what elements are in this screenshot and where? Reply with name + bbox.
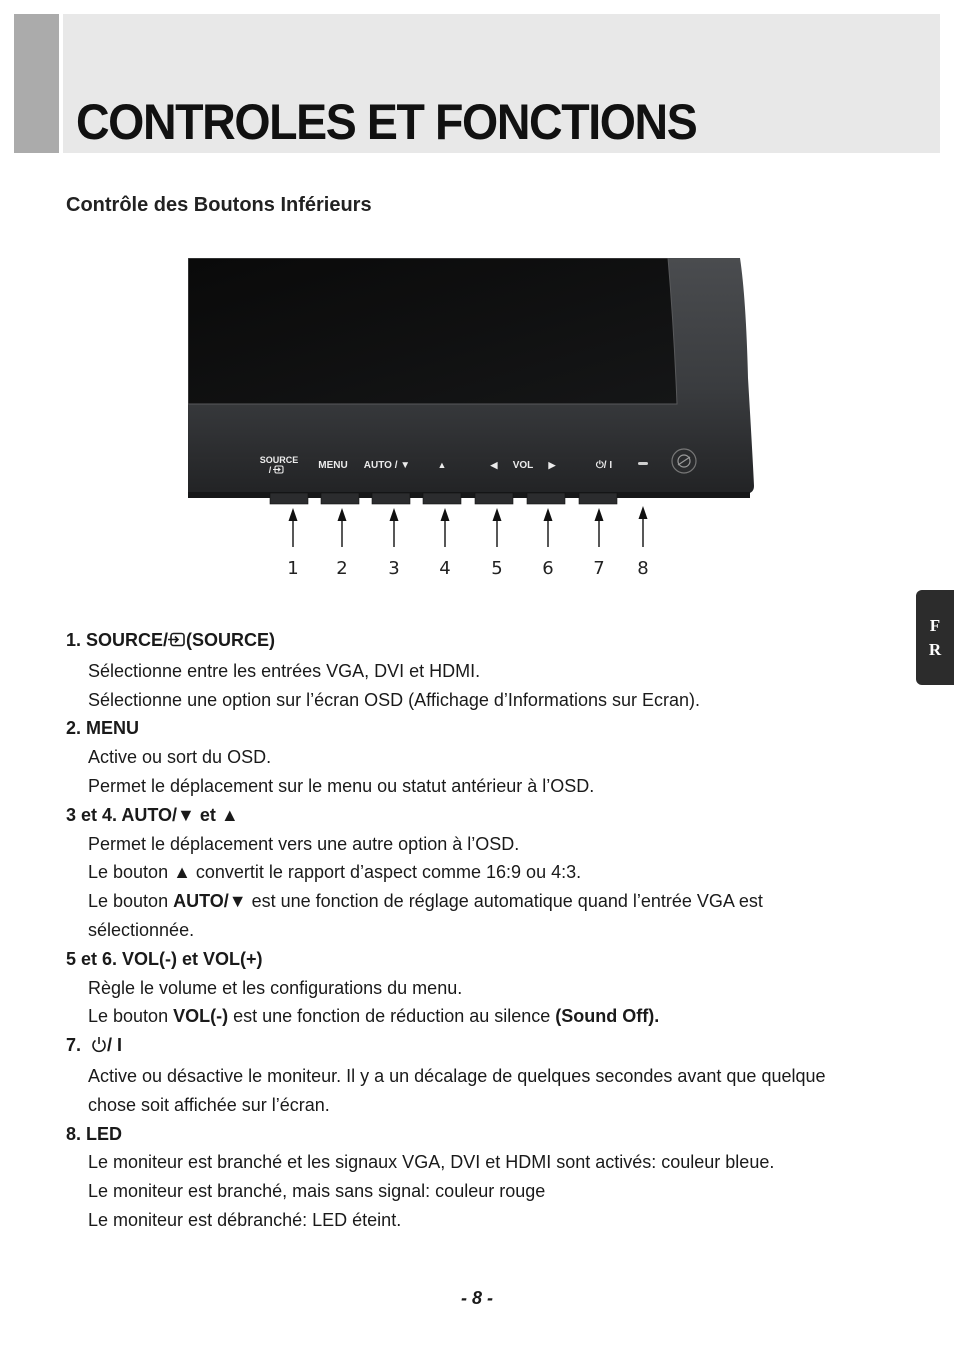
page-number: - 8 - — [460, 1288, 493, 1308]
item-source-line-2: Sélectionne une option sur l’écran OSD (Affichage d’Informations sur Ecran). — [88, 689, 700, 710]
button-cap-auto — [372, 493, 410, 504]
label-menu: MENU — [318, 460, 348, 471]
item-volume-line-2-c: est une fonction de réduction au silence — [228, 1006, 556, 1027]
callout-number-6: 6 — [542, 558, 554, 579]
source-input-icon — [168, 628, 186, 657]
control-descriptions — [66, 626, 896, 1235]
callout-arrow-6 — [544, 508, 553, 547]
label-up: ▲ — [437, 460, 447, 470]
section-heading: Contrôle des Boutons Inférieurs — [66, 194, 372, 216]
item-auto-line-2: Le bouton ▲ convertit le rapport d’aspect comme 16:9 ou 4:3. — [88, 862, 582, 883]
callout-number-3: 3 — [388, 558, 400, 579]
item-title-source — [66, 626, 896, 657]
item-title-volume: 5 et 6. VOL(-) et VOL(+) — [66, 948, 263, 969]
callout-arrows — [270, 505, 670, 585]
item-title-menu: 2. MENU — [66, 718, 140, 739]
power-icon — [91, 1033, 107, 1062]
item-led-line-3: Le moniteur est débranché: LED éteint. — [88, 1209, 402, 1230]
monitor-bottom-photo — [188, 258, 758, 508]
item-title-source-suffix: (SOURCE) — [186, 630, 276, 650]
callout-number-8: 8 — [637, 558, 649, 579]
label-source-top: SOURCE — [259, 455, 299, 465]
item-volume-line-2-d: (Sound Off). — [555, 1006, 660, 1027]
item-volume-line-1: Règle le volume et les configurations du menu. — [88, 977, 463, 998]
callout-number-1: 1 — [287, 558, 299, 579]
item-volume-line-2-b: VOL(-) — [173, 1006, 229, 1027]
callout-number-4: 4 — [439, 558, 451, 579]
header-accent-bar — [14, 14, 59, 153]
label-auto: AUTO / ▼ — [363, 460, 411, 471]
item-auto-line-4: sélectionnée. — [88, 919, 195, 940]
callout-arrow-3 — [390, 508, 399, 547]
item-auto-line-3-b: AUTO/▼ — [173, 891, 247, 912]
item-title-auto-up: 3 et 4. AUTO/▼ et ▲ — [66, 804, 239, 825]
item-title-power-text: / I — [107, 1035, 123, 1056]
callout-arrow-8 — [639, 506, 648, 547]
callout-number-2: 2 — [336, 558, 348, 579]
item-led-line-1: Le moniteur est branché et les signaux VGA, DVI et HDMI sont activés: couleur bleue. — [88, 1152, 775, 1173]
led-indicator — [638, 462, 648, 465]
item-auto-line-3-a: Le bouton — [88, 891, 174, 912]
button-cap-power — [579, 493, 617, 504]
label-vol-right: ▶ — [548, 460, 556, 470]
item-title-power — [66, 1031, 896, 1062]
item-power-line-2: chose soit affichée sur l’écran. — [88, 1094, 330, 1115]
item-auto-line-3-c: est une fonction de réglage automatique quand l’entrée VGA est — [246, 891, 763, 912]
language-tab-letter-f: F — [929, 615, 941, 635]
item-power-line-1: Active ou désactive le moniteur. Il y a un décalage de quelques secondes avant que quelque — [88, 1065, 826, 1086]
callout-arrow-2 — [338, 508, 347, 547]
monitor-screen — [188, 258, 677, 404]
item-led-line-2: Le moniteur est branché, mais sans signal: couleur rouge — [88, 1181, 546, 1202]
label-source-bottom: / — [268, 465, 272, 475]
item-menu-line-2: Permet le déplacement sur le menu ou statut antérieur à l’OSD. — [88, 775, 595, 796]
item-title-power-number: 7. — [66, 1035, 82, 1056]
item-source-line-1: Sélectionne entre les entrées VGA, DVI et HDMI. — [88, 660, 481, 681]
label-power: ⏻/ I — [595, 460, 613, 471]
item-title-source-text: 1. SOURCE/ — [66, 630, 169, 650]
item-title-led: 8. LED — [66, 1123, 123, 1144]
button-cap-vol-down — [475, 493, 513, 504]
label-vol: VOL — [512, 460, 534, 471]
item-volume-line-2-a: Le bouton — [88, 1006, 174, 1027]
callout-number-5: 5 — [491, 558, 503, 579]
language-tab-letter-r: R — [928, 639, 942, 659]
header-divider — [59, 14, 63, 153]
page-title: CONTROLES ET FONCTIONS — [76, 94, 697, 150]
item-auto-line-3 — [88, 887, 896, 916]
language-tab — [916, 590, 954, 685]
label-vol-left: ◀ — [490, 460, 498, 470]
item-menu-line-1: Active ou sort du OSD. — [88, 747, 272, 768]
power-button-icon — [672, 449, 696, 473]
callout-arrow-5 — [493, 508, 502, 547]
button-cap-vol-up — [527, 493, 565, 504]
button-cap-source — [270, 493, 308, 504]
button-cap-up — [423, 493, 461, 504]
callout-arrow-1 — [289, 508, 298, 547]
button-cap-menu — [321, 493, 359, 504]
callout-arrow-7 — [595, 508, 604, 547]
callout-arrow-4 — [441, 508, 450, 547]
callout-number-7: 7 — [593, 558, 605, 579]
item-auto-line-1: Permet le déplacement vers une autre option à l’OSD. — [88, 833, 520, 854]
item-volume-line-2 — [88, 1002, 896, 1031]
